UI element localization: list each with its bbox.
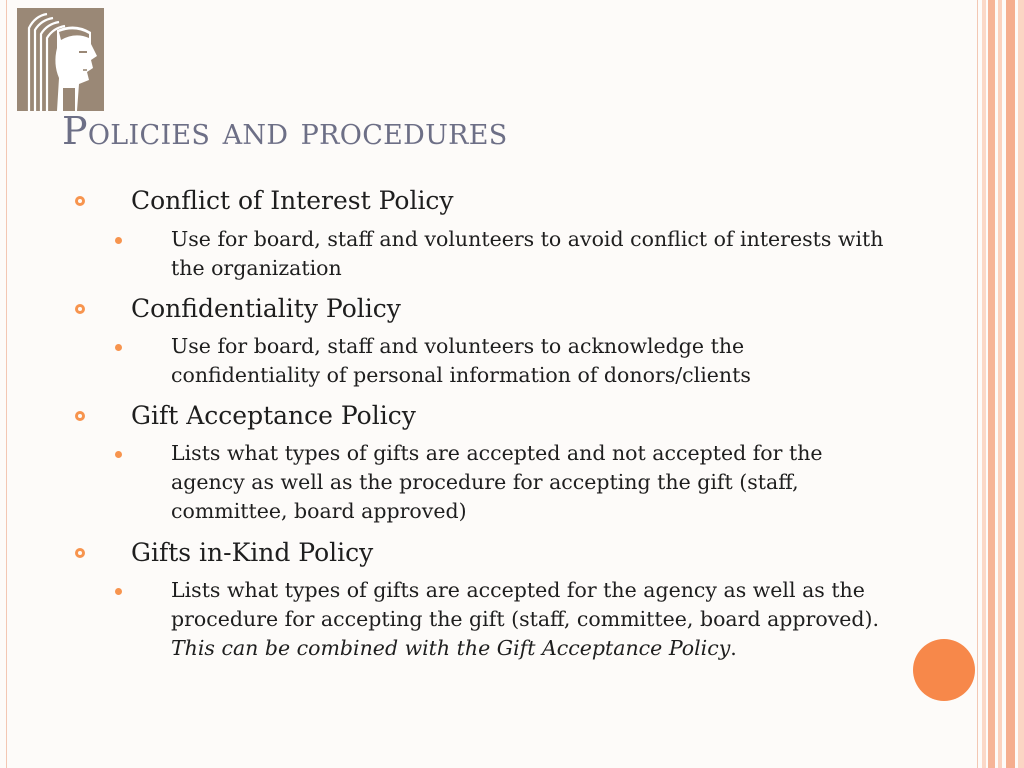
- orange-dot-bullet-icon: [115, 237, 122, 244]
- policy-detail: [171, 576, 891, 663]
- orange-circle-decoration: [913, 639, 975, 701]
- policy-heading: Conflict of Interest Policy: [131, 186, 454, 215]
- orange-dot-bullet-icon: [115, 451, 122, 458]
- orange-dot-bullet-icon: [115, 344, 122, 351]
- policy-detail: Use for board, staff and volunteers to avoid conflict of interests with the organization: [171, 227, 884, 280]
- orange-ring-bullet-icon: [75, 548, 85, 558]
- orange-dot-bullet-icon: [115, 588, 122, 595]
- policy-detail-emphasis: This can be combined with the Gift Acceptance Policy: [171, 636, 731, 660]
- period: .: [730, 636, 737, 660]
- policy-detail-text: Lists what types of gifts are accepted for the agency as well as the procedure for accepting the gift (staff, committee, board approved).: [171, 578, 880, 631]
- policy-detail: Lists what types of gifts are accepted and not accepted for the agency as well as the procedure for accepting the gift (staff, committee, board approved): [171, 441, 823, 523]
- orange-ring-bullet-icon: [75, 304, 85, 314]
- policy-heading: Gift Acceptance Policy: [131, 401, 416, 430]
- orange-ring-bullet-icon: [75, 196, 85, 206]
- slide-title: Policies and procedures: [62, 109, 508, 153]
- policy-detail: Use for board, staff and volunteers to acknowledge the confidentiality of personal information of donors/clients: [171, 334, 751, 387]
- policy-heading: Confidentiality Policy: [131, 294, 401, 323]
- policy-heading: Gifts in-Kind Policy: [131, 538, 374, 567]
- orange-ring-bullet-icon: [75, 411, 85, 421]
